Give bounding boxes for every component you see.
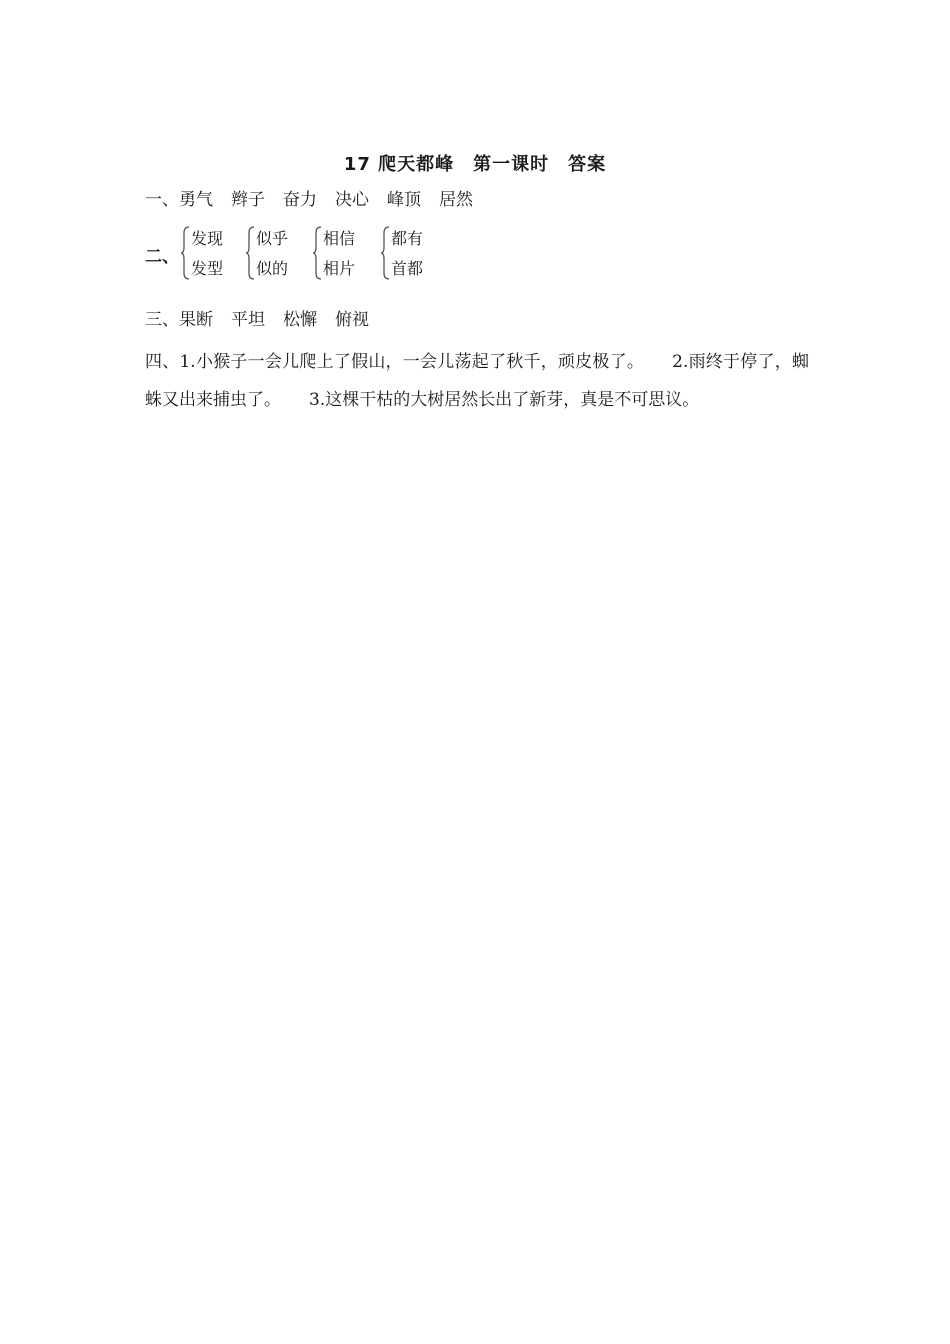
word-pair-top: 都有 [391,229,424,248]
page-title: 17 爬天都峰 第一课时 答案 [343,154,607,175]
section-1-word: 决心 [335,190,369,210]
section-4-label: 四、 [145,352,180,372]
section-4 [145,343,809,419]
word-pair-bottom: 发型 [191,259,224,278]
left-brace-icon [181,225,191,281]
section-3 [145,309,387,331]
section-1-word: 峰顶 [387,190,421,210]
section-3-word: 果断 [179,310,213,330]
section-3-word: 松懈 [283,310,317,330]
word-pair-bottom: 似的 [256,259,289,278]
section-1 [145,189,491,211]
section-4-item: 1.小猴子一会儿爬上了假山，一会儿荡起了秋千，顽皮极了。 [179,352,645,372]
section-1-word: 奋力 [283,190,317,210]
word-pair-bottom: 相片 [323,259,356,278]
left-brace-icon [381,225,391,281]
word-pair-top: 相信 [323,229,356,248]
section-1-word: 勇气 [179,190,213,210]
word-pair-top: 发现 [191,229,224,248]
section-4-item: 2.雨终于停了，蜘蛛又出来捕虫了。 [145,352,810,410]
section-1-label: 一、 [145,190,179,210]
section-1-word: 居然 [439,190,473,210]
section-4-item: 3.这棵干枯的大树居然长出了新芽，真是不可思议。 [309,390,700,410]
word-pair-bottom: 首都 [391,259,424,278]
left-brace-icon [246,225,256,281]
section-1-word: 辫子 [231,190,265,210]
left-brace-icon [313,225,323,281]
section-2 [145,225,845,281]
word-pair-top: 似乎 [256,229,289,248]
section-3-word: 平坦 [231,310,265,330]
section-2-label: 二、 [145,247,179,267]
section-3-word: 俯视 [335,310,369,330]
section-3-label: 三、 [145,310,179,330]
